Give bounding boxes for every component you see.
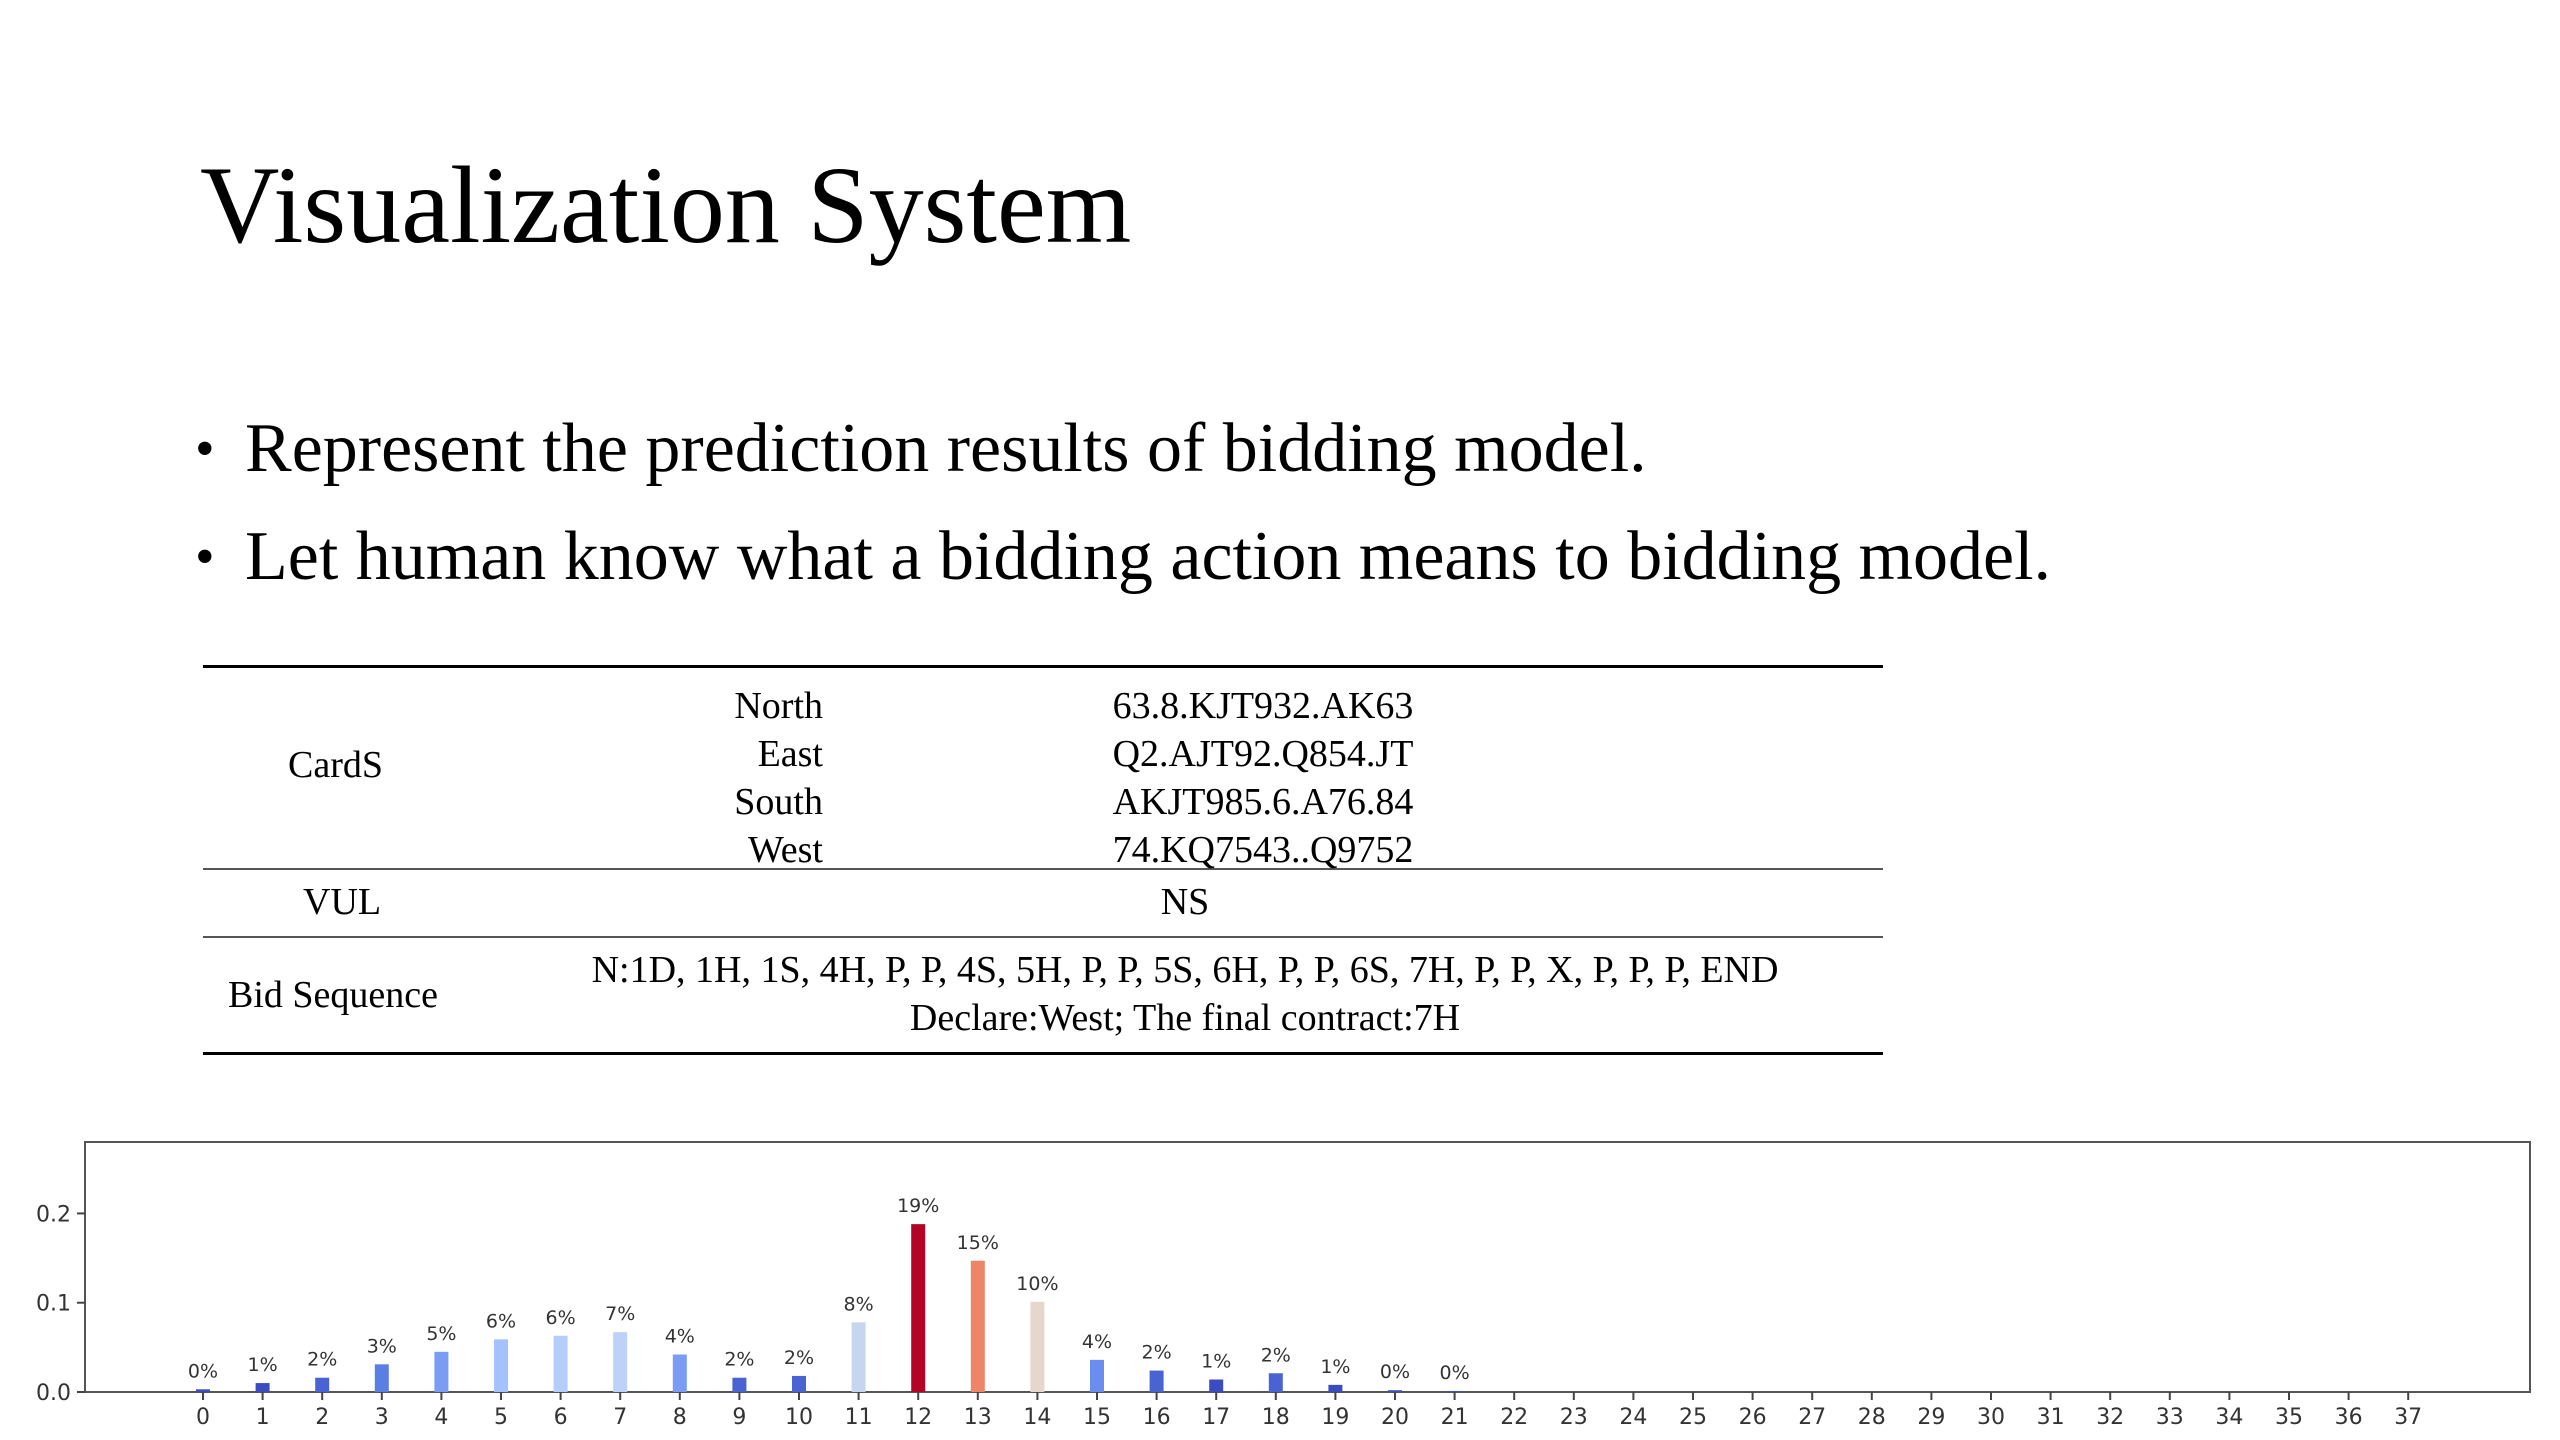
table-bottom-rule	[203, 1052, 1883, 1055]
bullet-dot-icon: •	[195, 418, 215, 480]
bar	[1448, 1391, 1462, 1392]
bar	[494, 1339, 508, 1392]
bar	[315, 1378, 329, 1392]
bar	[1209, 1380, 1223, 1393]
x-tick-label: 33	[2155, 1405, 2184, 1430]
data-label: 4%	[664, 1325, 695, 1348]
data-label: 19%	[897, 1195, 940, 1218]
data-label: 2%	[724, 1348, 755, 1371]
x-tick-label: 17	[1202, 1405, 1231, 1430]
bar	[1269, 1373, 1283, 1392]
data-label: 4%	[1081, 1330, 1113, 1353]
bar	[1030, 1302, 1044, 1392]
bar	[554, 1336, 568, 1392]
x-tick-label: 24	[1619, 1405, 1648, 1430]
x-tick-label: 21	[1440, 1405, 1469, 1430]
x-tick-label: 9	[732, 1405, 747, 1430]
bar	[971, 1261, 985, 1392]
x-tick-label: 5	[494, 1405, 508, 1430]
hand-cards: AKJT985.6.A76.84	[1112, 781, 1414, 823]
bullet-item	[195, 503, 2051, 611]
chart-frame	[85, 1142, 2530, 1392]
bid-declaration: Declare:West; The final contract:7H	[909, 997, 1461, 1039]
data-label: 0%	[187, 1360, 219, 1383]
bar	[911, 1224, 925, 1392]
chart-plot-area	[36, 1142, 2530, 1430]
x-tick-label: 20	[1381, 1405, 1409, 1430]
data-label: 8%	[843, 1293, 874, 1316]
data-label: 2%	[307, 1348, 338, 1371]
data-label: 0%	[1379, 1361, 1411, 1384]
x-tick-label: 1	[255, 1405, 270, 1430]
data-label: 2%	[783, 1346, 815, 1369]
x-tick-label: 26	[1738, 1405, 1767, 1430]
x-tick-label: 34	[2215, 1405, 2244, 1430]
x-tick-label: 18	[1261, 1405, 1290, 1430]
bid-sequence: N:1D, 1H, 1S, 4H, P, P, 4S, 5H, P, P, 5S, 6H, P, P, 6S, 7H, P, P, X, P, P, P, END	[591, 949, 1779, 991]
y-tick-label: 0.0	[36, 1381, 71, 1406]
bar	[1090, 1360, 1104, 1392]
bullet-text: Let human know what a bidding action means to bidding model.	[245, 518, 2052, 595]
bar	[732, 1378, 746, 1392]
x-tick-label: 23	[1559, 1405, 1588, 1430]
vul-value: NS	[1160, 881, 1210, 923]
y-tick-label: 0.1	[36, 1291, 71, 1317]
cards-label: CardS	[288, 744, 383, 786]
x-tick-label: 11	[844, 1405, 873, 1430]
data-label: 6%	[545, 1306, 576, 1329]
vul-row	[203, 870, 1883, 936]
bullet-item	[195, 395, 2051, 503]
x-tick-label: 25	[1679, 1405, 1707, 1430]
data-label: 7%	[605, 1303, 636, 1326]
x-tick-label: 29	[1917, 1405, 1946, 1430]
bar	[1150, 1371, 1164, 1392]
x-tick-label: 2	[315, 1405, 330, 1430]
x-tick-label: 3	[374, 1405, 389, 1430]
x-tick-label: 4	[434, 1405, 449, 1430]
x-tick-label: 22	[1500, 1405, 1529, 1430]
slide-title: Visualization System	[200, 144, 1132, 266]
x-tick-label: 8	[672, 1405, 687, 1430]
x-tick-label: 6	[553, 1405, 568, 1430]
x-tick-label: 27	[1798, 1405, 1827, 1430]
x-tick-label: 14	[1023, 1405, 1052, 1430]
bullet-list	[195, 395, 2051, 611]
data-label: 3%	[366, 1335, 397, 1358]
bar	[613, 1332, 627, 1392]
x-tick-label: 0	[196, 1405, 210, 1430]
bullet-dot-icon: •	[195, 526, 215, 588]
bar	[434, 1352, 448, 1392]
data-label: 1%	[1320, 1355, 1351, 1378]
data-label: 0%	[1439, 1362, 1470, 1385]
x-tick-label: 7	[613, 1405, 628, 1430]
x-tick-label: 15	[1083, 1405, 1111, 1430]
hand-direction: West	[747, 829, 823, 871]
bar	[375, 1364, 389, 1392]
hand-direction: South	[734, 781, 823, 823]
bar	[1388, 1390, 1402, 1392]
bid-label: Bid Sequence	[228, 974, 439, 1016]
deal-table	[203, 665, 1883, 1055]
vul-label: VUL	[303, 881, 382, 923]
x-tick-label: 19	[1321, 1405, 1350, 1430]
data-label: 5%	[426, 1322, 457, 1345]
x-tick-label: 16	[1142, 1405, 1171, 1430]
hand-cards: 74.KQ7543..Q9752	[1112, 829, 1414, 871]
bar	[256, 1383, 270, 1392]
x-tick-label: 30	[1977, 1405, 2005, 1430]
bar	[852, 1322, 866, 1392]
data-label: 10%	[1016, 1272, 1059, 1295]
bar	[196, 1389, 210, 1392]
bid-row	[203, 938, 1883, 1052]
x-tick-label: 37	[2394, 1405, 2423, 1430]
bar	[1328, 1385, 1342, 1392]
data-label: 1%	[247, 1354, 278, 1377]
x-tick-label: 36	[2334, 1405, 2363, 1430]
bullet-text: Represent the prediction results of bidding model.	[245, 410, 1647, 487]
hand-direction: North	[734, 685, 823, 727]
cards-row	[203, 668, 1883, 871]
y-tick-label: 0.2	[36, 1202, 71, 1228]
data-label: 15%	[956, 1231, 999, 1254]
data-label: 2%	[1260, 1344, 1291, 1367]
data-label: 6%	[485, 1310, 517, 1333]
hand-cards: Q2.AJT92.Q854.JT	[1112, 733, 1414, 775]
bar	[673, 1355, 687, 1393]
hand-direction: East	[757, 733, 823, 775]
x-tick-label: 13	[963, 1405, 992, 1430]
bar	[792, 1376, 806, 1392]
x-tick-label: 32	[2096, 1405, 2125, 1430]
x-tick-label: 35	[2275, 1405, 2303, 1430]
bid-probability-chart	[0, 1120, 2560, 1440]
hand-cards: 63.8.KJT932.AK63	[1112, 685, 1414, 727]
data-label: 1%	[1201, 1350, 1232, 1373]
data-label: 2%	[1141, 1341, 1172, 1364]
x-tick-label: 12	[904, 1405, 933, 1430]
x-tick-label: 10	[785, 1405, 813, 1430]
x-tick-label: 28	[1857, 1405, 1886, 1430]
x-tick-label: 31	[2036, 1405, 2065, 1430]
